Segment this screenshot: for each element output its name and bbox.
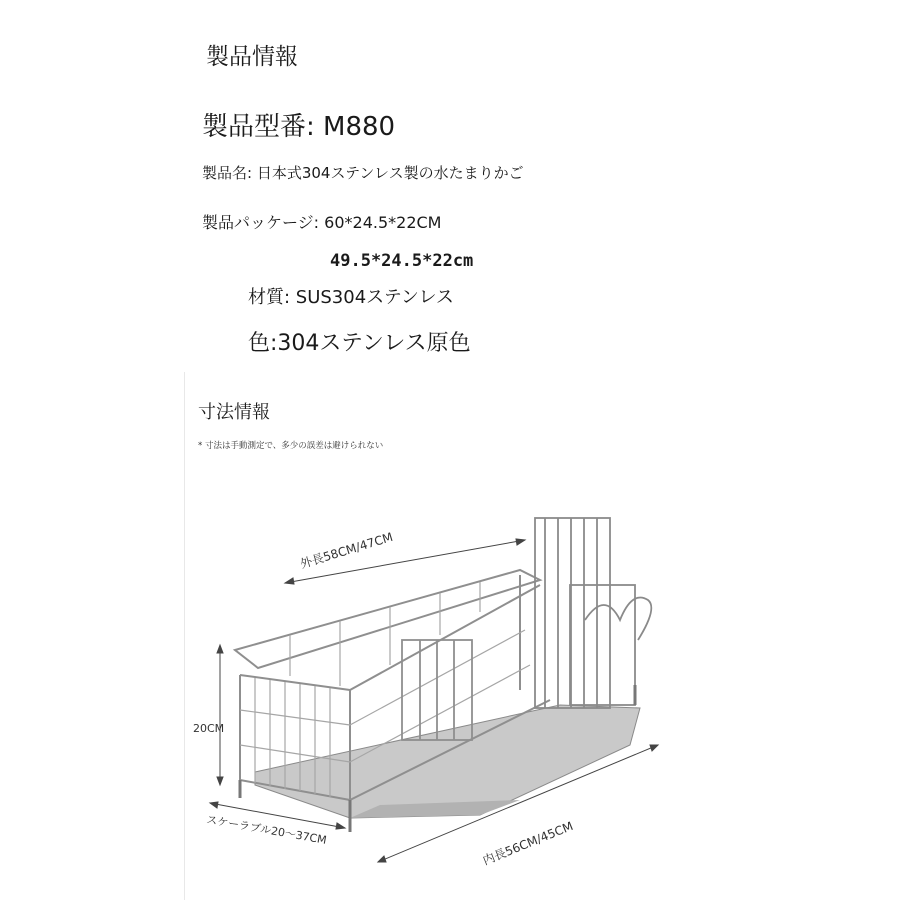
- product-info-title: 製品情報: [206, 44, 298, 70]
- drip-tray: [255, 705, 640, 818]
- dimension-info-title: 寸法情報: [198, 402, 270, 423]
- height-label: 20CM: [193, 722, 225, 735]
- product-model: 製品型番: M880: [202, 112, 396, 142]
- scalable-label: スケーラブル20～37CM: [205, 812, 328, 847]
- plate-rack: [535, 518, 651, 708]
- dimension-note: * 寸法は手動測定で、多少の誤差は避けられない: [198, 441, 384, 451]
- outer-length-label: 外長58CM/47CM: [298, 529, 395, 572]
- product-color: 色:304ステンレス原色: [248, 331, 471, 356]
- product-name: 製品名: 日本式304ステンレス製の水たまりかご: [202, 164, 524, 182]
- product-material: 材質: SUS304ステンレス: [248, 287, 454, 308]
- product-package-alt: 49.5*24.5*22cm: [330, 251, 474, 271]
- inner-length-label: 内長56CM/45CM: [480, 818, 576, 868]
- product-package: 製品パッケージ: 60*24.5*22CM: [202, 213, 442, 232]
